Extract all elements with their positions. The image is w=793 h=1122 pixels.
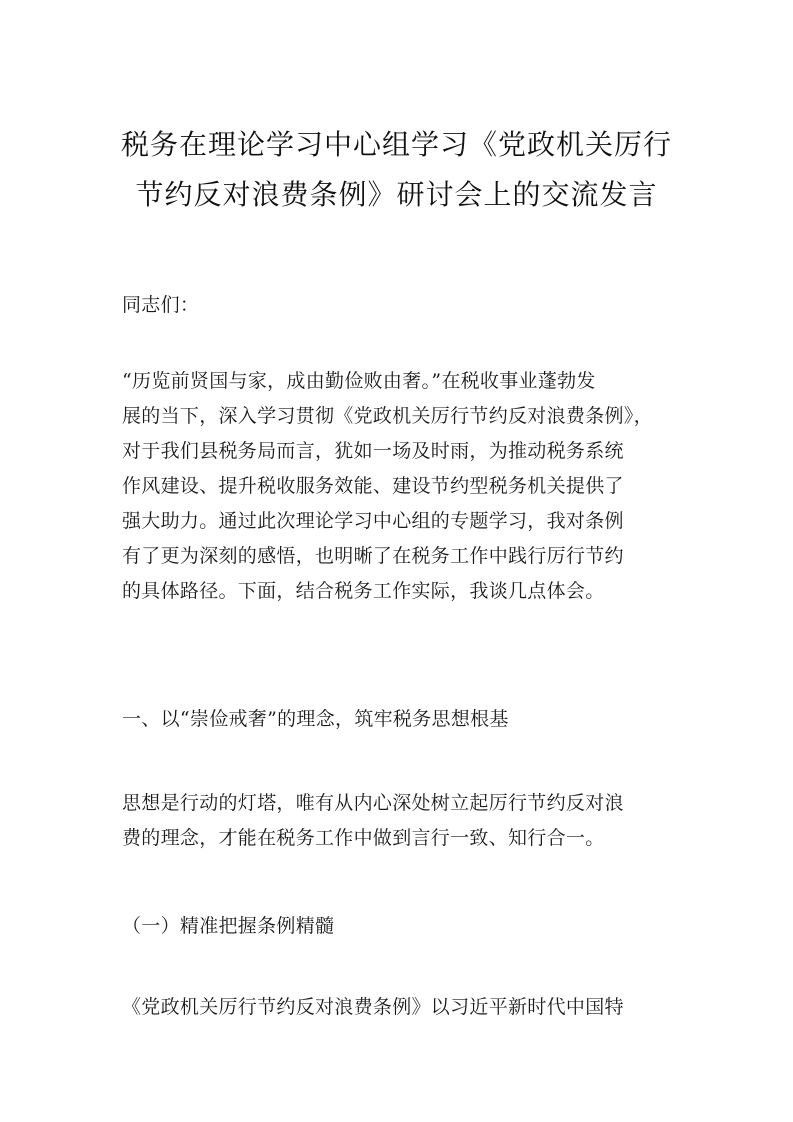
paragraph-subsection-one bbox=[122, 990, 682, 1025]
paragraph-intro bbox=[122, 364, 682, 609]
document-title-line: 税务在理论学习中心组学习《党政机关厉行 bbox=[120, 128, 672, 161]
section-heading: 一、以“崇俭戒奢”的理念，筑牢税务思想根基 bbox=[122, 708, 509, 730]
paragraph-line: 有了更为深刻的感悟，也明晰了在税务工作中践行厉行节约 bbox=[122, 545, 624, 567]
paragraph-line: 对于我们县税务局而言，犹如一场及时雨，为推动税务系统 bbox=[122, 440, 624, 462]
paragraph-section-one bbox=[122, 786, 682, 856]
paragraph-line: 强大助力。通过此次理论学习中心组的专题学习，我对条例 bbox=[122, 510, 624, 532]
document-title-line: 节约反对浪费条例》研讨会上的交流发言 bbox=[135, 178, 658, 211]
paragraph-line: “历览前贤国与家，成由勤俭败由奢。”在税收事业蓬勃发 bbox=[122, 370, 596, 392]
salutation: 同志们： bbox=[122, 294, 200, 316]
paragraph-line: 思想是行动的灯塔，唯有从内心深处树立起厉行节约反对浪 bbox=[122, 792, 624, 814]
paragraph-line: 费的理念，才能在税务工作中做到言行一致、知行合一。 bbox=[122, 827, 605, 849]
paragraph-line: 展的当下，深入学习贯彻《党政机关厉行节约反对浪费条例》， bbox=[122, 405, 653, 427]
paragraph-line: 作风建设、提升税收服务效能、建设节约型税务机关提供了 bbox=[122, 475, 624, 497]
paragraph-line: 的具体路径。下面，结合税务工作实际，我谈几点体会。 bbox=[122, 580, 605, 602]
subsection-heading: （一）精准把握条例精髓 bbox=[122, 915, 335, 937]
document-title bbox=[100, 120, 693, 220]
paragraph-line: 《党政机关厉行节约反对浪费条例》以习近平新时代中国特 bbox=[122, 996, 624, 1018]
